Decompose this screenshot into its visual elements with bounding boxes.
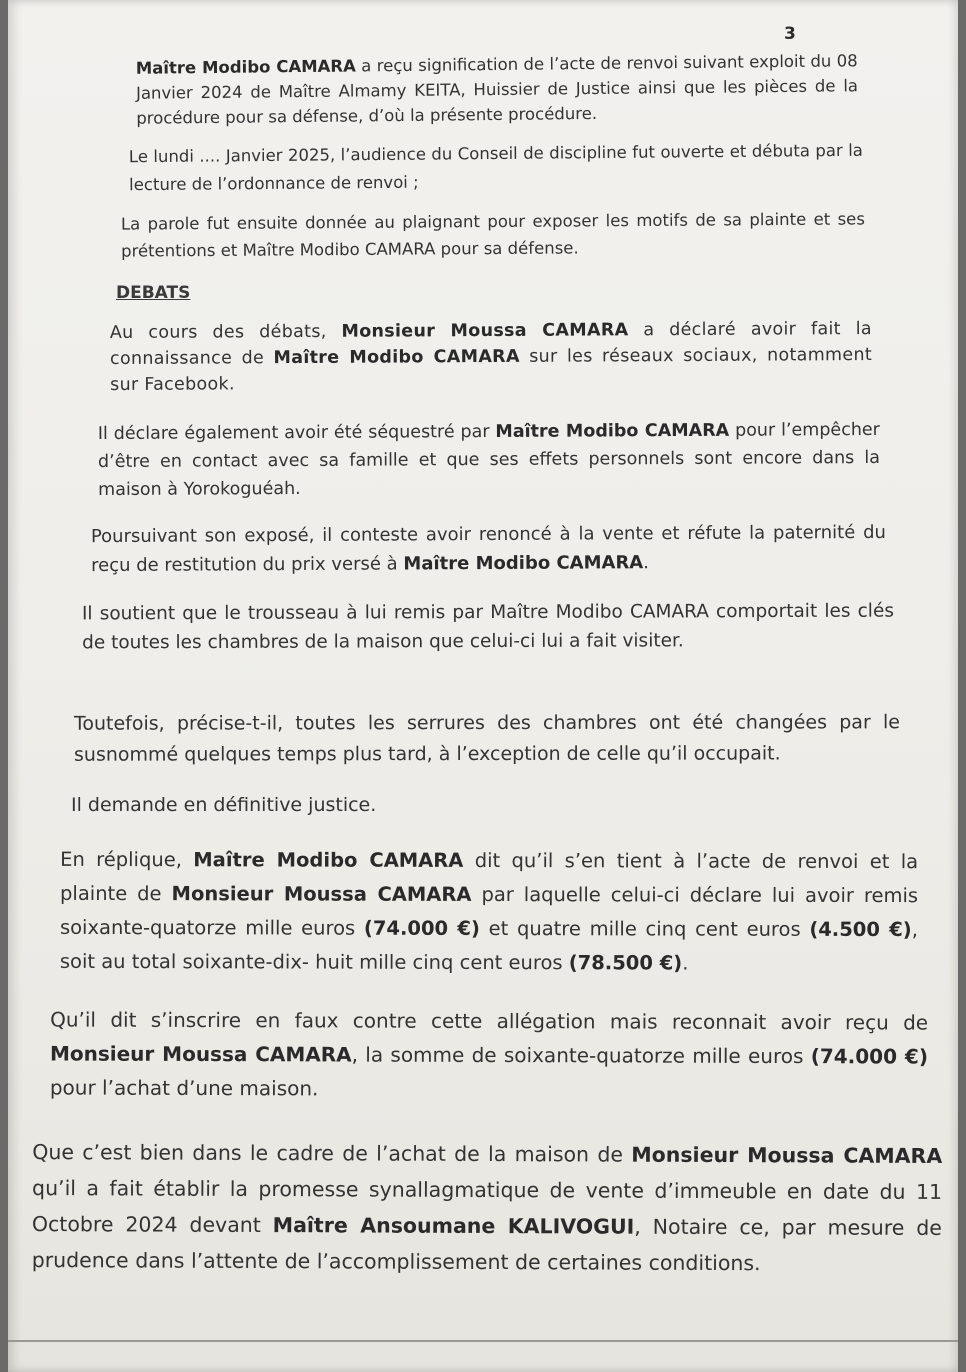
- paragraph-text-segment: Monsieur Moussa CAMARA: [341, 320, 629, 342]
- paragraph-text-segment: Monsieur Moussa CAMARA: [49, 1041, 352, 1067]
- paragraph-text-segment: a reçu signification de l’acte de renvoi suivant exploit du 08 Janvier 2024 de Maître Almamy KEITA, Huissier de Justice ainsi que les pièces de la procédure pour sa défense, d’où la présente procédure.: [135, 51, 859, 128]
- paragraph-text-segment: (78.500 €): [568, 951, 683, 975]
- paragraph-text-segment: Monsieur Moussa CAMARA: [171, 882, 472, 906]
- paragraph-text-segment: et quatre mille cinq cent euros: [479, 916, 810, 941]
- paragraph-faux: [50, 1002, 928, 1107]
- paragraph-debats-connaissance: [110, 316, 872, 398]
- paragraph-text-segment: dit qu’il s’en tient à l’acte de renvoi et la plainte de: [60, 848, 919, 906]
- document-page: [8, 0, 958, 1372]
- paragraph-text-segment: (74.000 €): [363, 916, 480, 940]
- paragraph-text-segment: La parole fut ensuite donnée au plaignant pour exposer les motifs de sa plainte et ses prétentions et Maître Modibo CAMARA pour sa défense.: [120, 209, 865, 261]
- paragraph-text-segment: , la somme de soixante-quatorze mille euros: [351, 1042, 811, 1069]
- paragraph-text-segment: Maître Modibo CAMARA: [273, 346, 520, 369]
- section-heading-debats: DEBATS: [116, 283, 191, 303]
- paragraph-trousseau: [82, 597, 894, 658]
- paragraph-text-segment: Au cours des débats,: [109, 321, 342, 343]
- paragraph-text-segment: .: [682, 951, 689, 975]
- paragraph-text-segment: Maître Modibo CAMARA: [403, 552, 644, 575]
- paragraph-text-segment: Le lundi .... Janvier 2025, l’audience du Conseil de discipline fut ouverte et débuta par la lecture de l’ordonnance de renvoi ;: [128, 140, 863, 195]
- paragraph-text-segment: a déclaré avoir fait la connaissance de: [109, 319, 872, 369]
- paragraph-text-segment: Maître Modibo CAMARA: [495, 420, 730, 442]
- paragraph-sequestre: [98, 416, 880, 504]
- paragraph-text-segment: Maître Modibo CAMARA: [193, 848, 464, 872]
- paragraph-text-segment: .: [643, 552, 650, 574]
- paragraph-text-segment: (4.500 €): [809, 917, 912, 942]
- paragraph-text-segment: Maître Ansoumane KALIVOGUI: [272, 1213, 635, 1239]
- paragraph-text-segment: pour l’achat d’une maison.: [49, 1075, 319, 1101]
- paragraph-text-segment: (74.000 €): [810, 1044, 929, 1069]
- paragraph-text-segment: Monsieur Moussa CAMARA: [631, 1142, 943, 1168]
- paragraph-expose: [91, 518, 886, 580]
- paragraph-text-segment: Il demande en définitive justice.: [71, 794, 377, 816]
- paragraph-serrures: [74, 707, 900, 770]
- paragraph-text-segment: Qu’il dit s’inscrire en faux contre cette allégation mais reconnait avoir reçu de: [50, 1007, 929, 1035]
- paragraph-text-segment: Toutefois, précise-t-il, toutes les serrures des chambres ont été changées par le susnommé quelques temps plus tard, à l’exception de celle qu’il occupait.: [73, 711, 900, 766]
- paragraph-text-segment: par laquelle celui-ci déclare lui avoir remis soixante-quatorze mille euros: [59, 882, 919, 940]
- paragraph-text-segment: En réplique,: [60, 847, 194, 872]
- paragraph-audience: [129, 137, 863, 199]
- paragraph-signification: [136, 48, 859, 131]
- paragraph-text-segment: Il déclare également avoir été séquestré par: [97, 421, 496, 445]
- paragraph-text-segment: Maître Modibo CAMARA: [135, 56, 356, 78]
- paragraph-justice: [71, 790, 901, 820]
- paragraph-text-segment: pour l’empêcher d’être en contact avec sa famille et que ses effets personnels sont encore dans la maison à Yorokoguéah.: [97, 419, 881, 501]
- paragraph-text-segment: , soit au total soixante-dix- huit mille cinq cent euros: [59, 918, 918, 975]
- paragraph-text-segment: Que c’est bien dans le cadre de l’achat de la maison de: [32, 1140, 632, 1167]
- paragraph-parole: [121, 205, 865, 264]
- paragraph-text-segment: Il soutient que le trousseau à lui remis par Maître Modibo CAMARA comportait les clés de toutes les chambres de la maison que celui-ci lui a fait visiter.: [81, 600, 894, 654]
- paragraph-text-segment: , Notaire ce, par mesure de prudence dans l’attente de l’accomplissement de certaines conditions.: [31, 1214, 942, 1276]
- paragraph-promesse: [32, 1134, 943, 1282]
- paragraph-text-segment: sur les réseaux sociaux, notamment sur Facebook.: [110, 345, 873, 395]
- paragraph-text-segment: Poursuivant son exposé, il conteste avoir renoncé à la vente et réfute la paternité du reçu de restitution du prix versé à: [90, 521, 886, 577]
- bottom-rule: [8, 1340, 958, 1342]
- page-number: 3: [784, 24, 796, 44]
- paragraph-text-segment: qu’il a fait établir la promesse synallagmatique de vente d’immeuble en date du 11 Octobre 2024 devant: [31, 1176, 943, 1238]
- paragraph-replique: [60, 843, 918, 981]
